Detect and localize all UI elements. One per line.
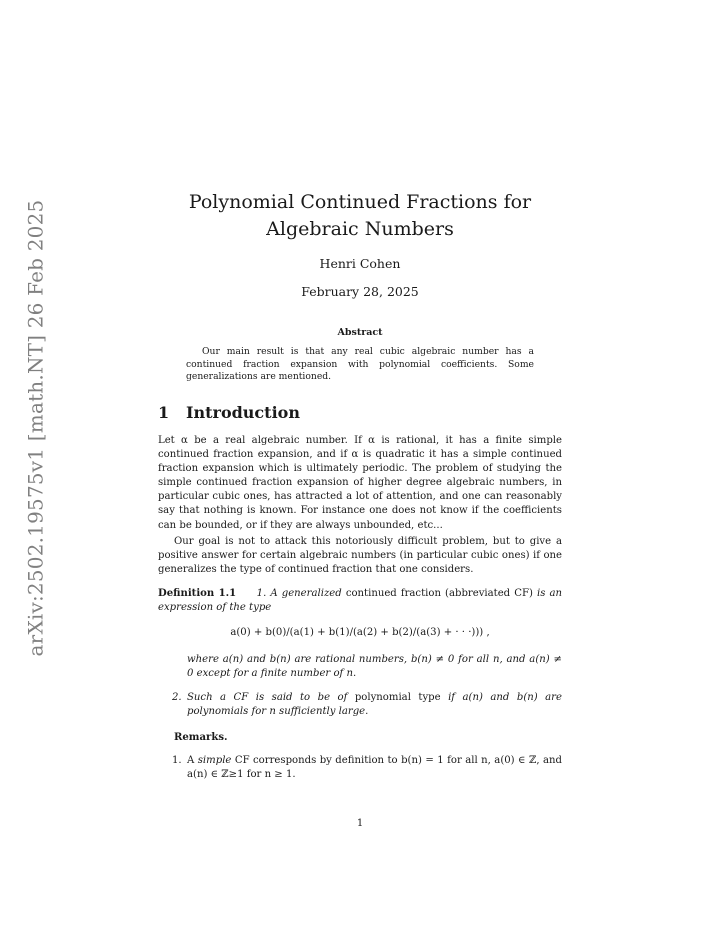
remarks-item1-marker: 1. xyxy=(172,755,182,766)
definition-item2-text-c: if a(n) and b(n) are polynomials for n sufficiently large. xyxy=(187,692,562,718)
remarks-item1-term: simple xyxy=(197,755,232,766)
remarks-item-1 xyxy=(172,754,562,782)
definition-term: continued fraction (abbreviated CF) xyxy=(345,588,533,599)
definition-item2-term: polynomial type xyxy=(354,692,441,703)
remarks-item1-text-a: A xyxy=(187,755,195,766)
paper-author: Henri Cohen xyxy=(319,256,401,271)
abstract-heading: Abstract xyxy=(337,327,383,338)
definition-item2-marker: 2. xyxy=(172,692,182,703)
definition-block xyxy=(158,587,562,615)
definition-item1-text-a: A generalized xyxy=(270,588,342,599)
arxiv-identifier: arXiv:2502.19575v1 [math.NT] 26 Feb 2025 xyxy=(23,199,47,657)
definition-item-2 xyxy=(172,691,562,719)
definition-item1-marker: 1. xyxy=(256,588,267,599)
definition-item1-text-c: is an expression of the type xyxy=(158,588,562,614)
section-number: 1 xyxy=(158,403,170,422)
intro-paragraph-2: Our goal is not to attack this notoriously difficult problem, but to give a positive answer for certain algebraic numbers (in particular cubic ones) if one generalizes the type of continued fraction that one considers. xyxy=(158,536,562,576)
arxiv-side-stamp xyxy=(20,199,50,657)
definition-item2-text-a: Such a CF is said to be of xyxy=(187,692,348,703)
remarks-item1-text xyxy=(187,754,562,782)
section-heading xyxy=(158,403,300,422)
section-title: Introduction xyxy=(186,403,300,422)
definition-item2-text xyxy=(187,691,562,719)
intro-paragraph-1: Let α be a real algebraic number. If α is rational, it has a finite simple continued fraction expansion, and if α is quadratic it has a simple continued fraction expansion which is ultimately periodic. The problem of studying the simple continued fraction expansion of higher degree algebraic numbers, in particular cubic ones, has attracted a lot of attention, and one can reasonably say that nothing is known. For instance one does not know if the coefficients can be bounded, or if they are always unbounded, etc... xyxy=(158,435,562,531)
definition-label: Definition 1.1 xyxy=(158,588,237,599)
paper-date: February 28, 2025 xyxy=(301,284,419,299)
definition-continuation: where a(n) and b(n) are rational numbers, b(n) ≠ 0 for all n, and a(n) ≠ 0 except for a finite number of n. xyxy=(187,654,562,680)
abstract-body: Our main result is that any real cubic algebraic number has a continued fraction expansion with polynomial coefficients. Some generalizations are mentioned. xyxy=(186,346,534,382)
remarks-heading: Remarks. xyxy=(174,732,228,743)
continued-fraction-formula: a(0) + b(0)/(a(1) + b(1)/(a(2) + b(2)/(a(3) + · · ·))) , xyxy=(230,627,490,638)
paper-title: Polynomial Continued Fractions for Algebraic Numbers xyxy=(188,191,532,240)
remarks-item1-text-c: CF corresponds by definition to b(n) = 1 for all n, a(0) ∈ ℤ, and a(n) ∈ ℤ≥1 for n ≥ 1. xyxy=(187,755,562,781)
page-number: 1 xyxy=(356,818,364,829)
